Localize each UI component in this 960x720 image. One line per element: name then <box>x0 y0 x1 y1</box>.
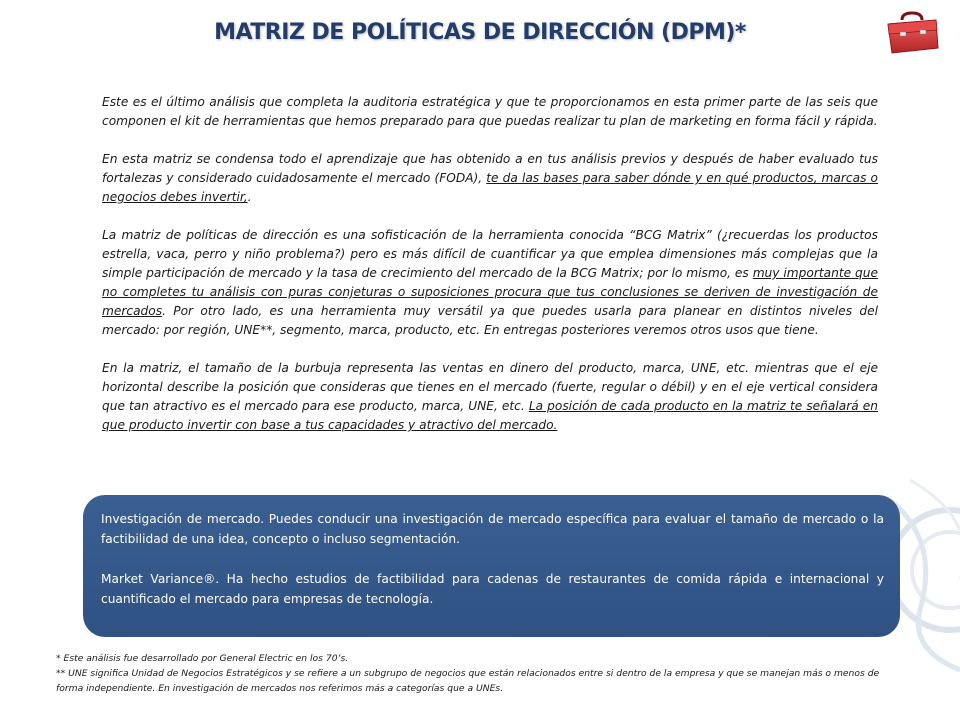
body-text <box>102 93 878 454</box>
paragraph-summary-text: En esta matriz se condensa todo el aprendizaje que has obtenido a en tus análisis previos y después de haber evaluado tus fortalezas y considerado cuidadosamente el mercado (FODA), <box>102 152 878 185</box>
paragraph-bcg-end: . Por otro lado, es una herramienta muy versátil ya que puedes usarla para planear en distintos niveles del mercado: por región, UNE**, segmento, marca, producto, etc. En entregas posteriores veremos otros usos que tiene. <box>102 304 878 337</box>
paragraph-bcg <box>102 226 878 340</box>
paragraph-bubble-underlined: La posición de cada producto en la matriz te señalará en que producto invertir con base a tus capacidades y atractivo del mercado. <box>102 399 878 432</box>
info-box-research: Investigación de mercado. Puedes conducir una investigación de mercado específica para evaluar el tamaño de mercado o la factibilidad de una idea, concepto o incluso segmentación. <box>101 512 884 546</box>
paragraph-summary-underlined: te da las bases para saber dónde y en qué productos, marcas o negocios debes invertir, <box>102 171 878 204</box>
paragraph-bcg-underlined: muy importante que no completes tu análisis con puras conjeturas o suposiciones procura que tus conclusiones se deriven de investigación de mercados <box>102 266 878 318</box>
page-title: MATRIZ DE POLÍTICAS DE DIRECCIÓN (DPM)* <box>214 20 746 45</box>
paragraph-summary-end: . <box>247 190 252 204</box>
paragraph-bcg-text: La matriz de políticas de dirección es una sofisticación de la herramienta conocida “BCG Matrix” (¿recuerdas los productos estrella, vaca, perro y niño problema?) pero es más difícil de cuantificar ya que emplea dimensiones más complejas que la simple participación de mercado y la tasa de crecimiento del mercado de la BCG Matrix; por lo mismo, es <box>102 228 878 280</box>
toolbox-icon <box>882 10 942 56</box>
footnote-1: * Este análisis fue desarrollado por General Electric en los 70’s. <box>56 653 349 664</box>
paragraph-summary <box>102 150 878 207</box>
paragraph-bubble <box>102 359 878 435</box>
info-box <box>83 495 900 637</box>
paragraph-bubble-text: En la matriz, el tamaño de la burbuja representa las ventas en dinero del producto, marca, UNE, etc. mientras que el eje horizontal describe la posición que consideras que tienes en el mercado (fuerte, regular o débil) y en el eje vertical considera que tan atractivo es el mercado para ese producto, marca, UNE, etc. <box>102 361 878 413</box>
info-box-market-variance: Market Variance®. Ha hecho estudios de factibilidad para cadenas de restaurantes de comida rápida e internacional y cuantificado el mercado para empresas de tecnología. <box>101 572 884 606</box>
paragraph-intro: Este es el último análisis que completa la auditoria estratégica y que te proporcionamos en esta primer parte de las seis que componen el kit de herramientas que hemos preparado para que puedas realizar tu plan de marketing en forma fácil y rápida. <box>102 95 878 128</box>
footnote-2: ** UNE significa Unidad de Negocios Estratégicos y se refiere a un subgrupo de negocios que están relacionados entre si dentro de la empresa y que se manejan más o menos de forma independiente. En investigación de mercados nos referimos más a categorías que a UNEs. <box>56 668 880 694</box>
footnotes <box>56 651 906 696</box>
